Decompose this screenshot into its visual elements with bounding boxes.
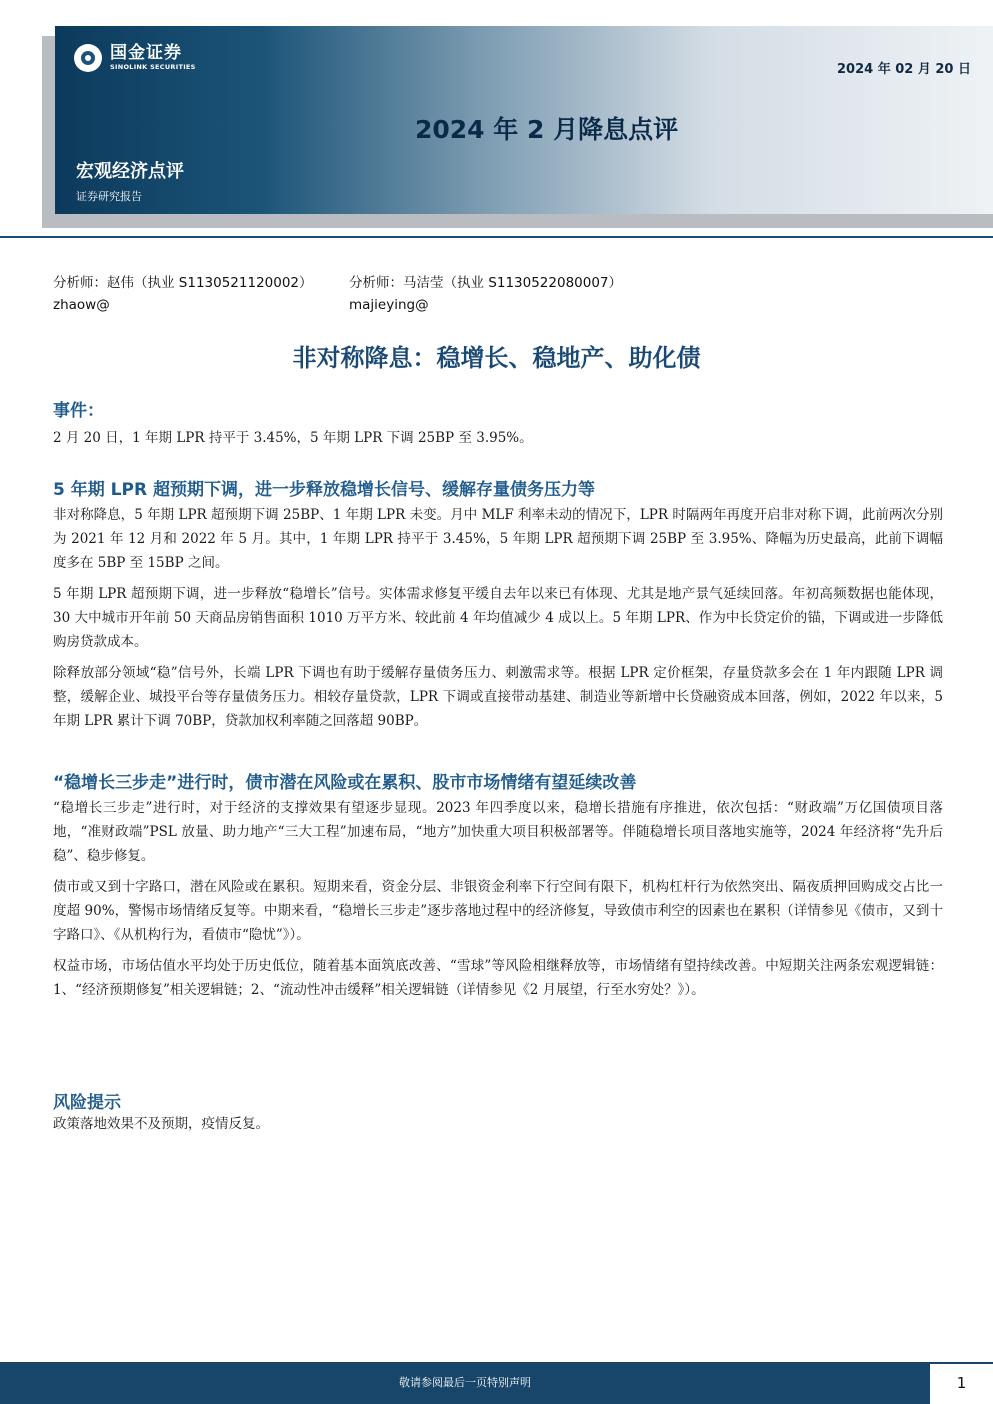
report-type: 证券研究报告 [76, 190, 142, 203]
report-category: 宏观经济点评 [76, 161, 184, 182]
paragraph: 债市或又到十字路口，潜在风险或在累积。短期来看，资金分层、非银资金利率下行空间有限下，机构杠杆行为依然突出、隔夜质押回购成交占比一度超 90%，警惕市场情绪反复等。中期来看，“稳增长三步走”逐步落地过程中的经济修复，导致债市利空的因素也在累积（详情参见《债市，又到十字路口》、《从机构行为，看债市“隐忧”》）。 [53, 879, 943, 943]
analyst-name: 分析师：赵伟（执业 S1130521120002） [53, 275, 313, 291]
section-title-event: 事件： [53, 401, 104, 421]
report-date: 2024 年 02 月 20 日 [837, 62, 971, 77]
report-title: 2024 年 2 月降息点评 [415, 115, 679, 144]
analyst-email[interactable]: majieying@ [349, 297, 429, 313]
company-logo [74, 44, 196, 72]
analyst-email[interactable]: zhaow@ [53, 297, 110, 313]
main-headline: 非对称降息：稳增长、稳地产、助化债 [292, 344, 701, 372]
footer-disclaimer: 敬请参阅最后一页特别声明 [399, 1376, 531, 1389]
page-number: 1 [956, 1374, 967, 1392]
paragraph: “稳增长三步走”进行时，对于经济的支撑效果有望逐步显现。2023 年四季度以来，稳增长措施有序推进，依次包括：“财政端”万亿国债项目落地，“准财政端”PSL 放量、助力地产“三大工程”加速布局，“地方”加快重大项目积极部署等。伴随稳增长项目落地实施等，2024 年经济将“先升后稳”、稳步修复。 [53, 800, 943, 864]
paragraph: 除释放部分领域“稳”信号外，长端 LPR 下调也有助于缓解存量债务压力、刺激需求等。根据 LPR 定价框架，存量贷款多会在 1 年内跟随 LPR 调整，缓解企业、城投平台等存量债务压力。相较存量贷款，LPR 下调或直接带动基建、制造业等新增中长贷融资成本回落，例如，2022 年以来，5 年期 LPR 累计下调 70BP，贷款加权利率随之回落超 90BP。 [53, 665, 943, 729]
analyst-block [349, 272, 622, 316]
analyst-block [53, 272, 313, 316]
section-title-lpr: 5 年期 LPR 超预期下调，进一步释放稳增长信号、缓解存量债务压力等 [53, 480, 595, 500]
paragraph: 非对称降息，5 年期 LPR 超预期下调 25BP、1 年期 LPR 未变。月中 MLF 利率未动的情况下，LPR 时隔两年再度开启非对称下调，此前两次分别为 2021 年 12 月和 2022 年 5 月。其中，1 年期 LPR 持平于 3.45%，5 年期 LPR 超预期下调 25BP 至 3.95%、降幅为历史最高，此前下调幅度多在 5BP 至 15BP 之间。 [53, 507, 943, 571]
paragraph: 5 年期 LPR 超预期下调，进一步释放“稳增长”信号。实体需求修复平缓自去年以来已有体现、尤其是地产景气延续回落。年初高频数据也能体现，30 大中城市开年前 50 天商品房销售面积 1010 万平方米、较此前 4 年均值减少 4 成以上。5 年期 LPR、作为中长贷定价的锚，下调或进一步降低购房贷款成本。 [53, 586, 943, 650]
logo-name-en: SINOLINK SECURITIES [110, 63, 196, 71]
section-title-three-steps: “稳增长三步走”进行时，债市潜在风险或在累积、股市市场情绪有望延续改善 [53, 773, 637, 793]
section-title-risk: 风险提示 [53, 1093, 121, 1113]
paragraph: 2 月 20 日，1 年期 LPR 持平于 3.45%，5 年期 LPR 下调 25BP 至 3.95%。 [53, 430, 533, 446]
paragraph: 权益市场，市场估值水平均处于历史低位，随着基本面筑底改善、“雪球”等风险相继释放等，市场情绪有望持续改善。中短期关注两条宏观逻辑链：1、“经济预期修复”相关逻辑链；2、“流动性冲击缓释”相关逻辑链（详情参见《2 月展望，行至水穷处？》）。 [53, 958, 943, 998]
logo-name-cn: 国金证券 [110, 43, 182, 63]
analyst-name: 分析师：马洁莹（执业 S1130522080007） [349, 275, 623, 291]
logo-icon [74, 44, 102, 72]
paragraph: 政策落地效果不及预期，疫情反复。 [53, 1116, 269, 1132]
header-divider [0, 236, 993, 238]
